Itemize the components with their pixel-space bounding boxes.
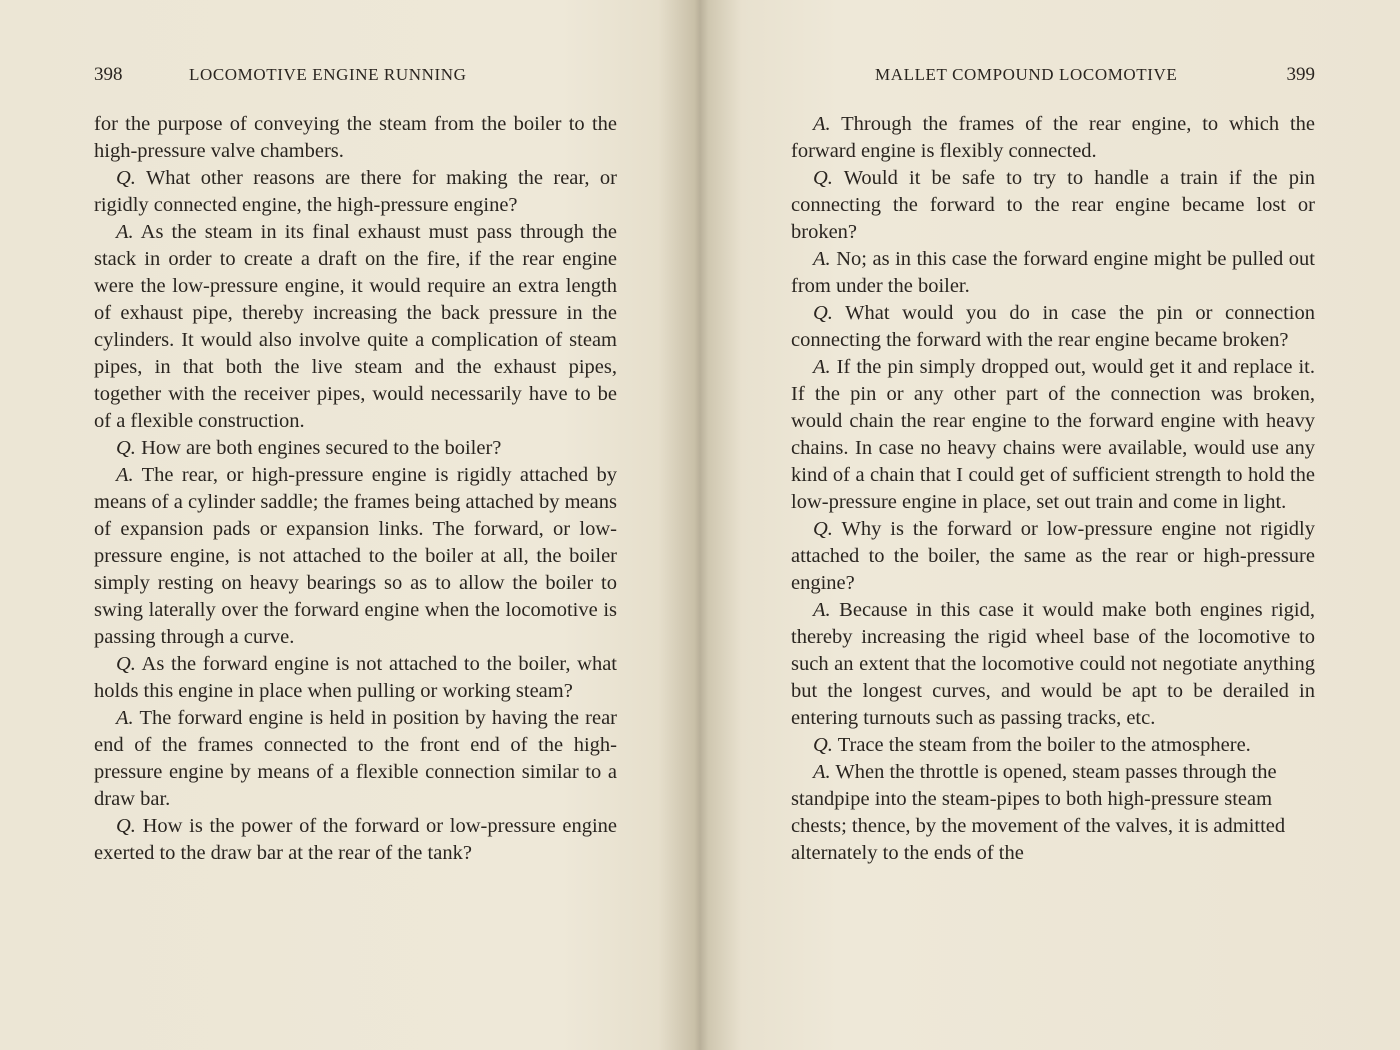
- left-page-header: [94, 64, 617, 88]
- running-head: LOCOMOTIVE ENGINE RUNNING: [189, 65, 467, 84]
- paragraph: A. As the steam in its final exhaust must pass through the stack in order to create a draft on the fire, if the rear engine were the low-pressure engine, it would require an extra length of exhaust pipe, thereby increasing the back pressure in the cylinders. It would also involve quite a complication of steam pipes, in that both the live steam and the exhaust pipes, together with the receiver pipes, would necessarily have to be of a flexible construction.: [94, 221, 617, 432]
- paragraph: A. No; as in this case the forward engine might be pulled out from under the boiler.: [791, 248, 1315, 297]
- paragraph: A. Through the frames of the rear engine, to which the forward engine is flexibly connected.: [791, 113, 1315, 162]
- paragraph: A. The rear, or high-pressure engine is rigidly attached by means of a cylinder saddle; the frames being attached by means of expansion pads or expansion links. The forward, or low-pressure engine, is not attached to the boiler at all, the boiler simply resting on heavy bearings so as to allow the boiler to swing laterally over the forward engine when the locomotive is passing through a curve.: [94, 464, 617, 648]
- paragraph: A. When the throttle is opened, steam passes through the standpipe into the steam-pipes to both high-pressure steam chests; thence, by the movement of the valves, it is admitted alternately to the ends of the: [791, 761, 1286, 864]
- paragraph: Q. How are both engines secured to the boiler?: [116, 437, 502, 459]
- left-page: [94, 0, 617, 1050]
- right-page: [791, 0, 1315, 1050]
- paragraph: for the purpose of conveying the steam from the boiler to the high-pressure valve chambers.: [94, 113, 617, 162]
- paragraph: A. The forward engine is held in position by having the rear end of the frames connected to the front end of the high-pressure engine by means of a flexible connection similar to a draw bar.: [94, 707, 617, 810]
- paragraph: Q. How is the power of the forward or low-pressure engine exerted to the draw bar at the rear of the tank?: [94, 815, 617, 864]
- paragraph: Q. Trace the steam from the boiler to the atmosphere.: [813, 734, 1251, 756]
- paragraph: A. Because in this case it would make both engines rigid, thereby increasing the rigid wheel base of the locomotive to such an extent that the locomotive could not negotiate anything but the longest curves, and would be apt to be derailed in entering turnouts such as passing tracks, etc.: [791, 599, 1315, 729]
- paragraph: Q. As the forward engine is not attached to the boiler, what holds this engine in place when pulling or working steam?: [94, 653, 617, 702]
- page-number: 399: [1286, 64, 1315, 85]
- paragraph: Q. What would you do in case the pin or connection connecting the forward with the rear engine became broken?: [791, 302, 1315, 351]
- paragraph: Q. Why is the forward or low-pressure engine not rigidly attached to the boiler, the same as the rear or high-pressure engine?: [791, 518, 1315, 594]
- right-page-body: [791, 111, 1315, 867]
- page-number: 398: [94, 64, 123, 85]
- paragraph: Q. What other reasons are there for making the rear, or rigidly connected engine, the high-pressure engine?: [94, 167, 617, 216]
- running-head: MALLET COMPOUND LOCOMOTIVE: [875, 65, 1178, 84]
- paragraph: Q. Would it be safe to try to handle a train if the pin connecting the forward to the rear engine became lost or broken?: [791, 167, 1315, 243]
- paragraph: A. If the pin simply dropped out, would get it and replace it. If the pin or any other part of the connection was broken, would chain the rear engine to the forward engine with heavy chains. In case no heavy chains were available, would use any kind of a chain that I could get of sufficient strength to hold the low-pressure engine in place, set out train and come in light.: [791, 356, 1315, 513]
- right-page-header: [791, 64, 1315, 88]
- left-page-body: [94, 111, 617, 867]
